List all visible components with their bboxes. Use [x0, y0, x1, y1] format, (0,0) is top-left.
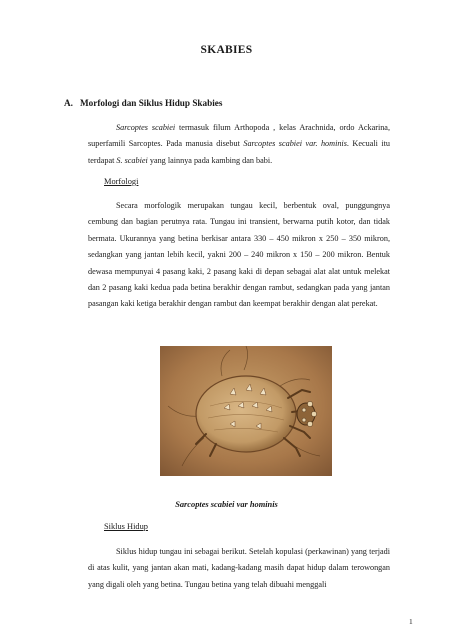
- mite-image: [160, 346, 332, 476]
- mite-micrograph: [160, 346, 332, 476]
- figure-caption: Sarcoptes scabiei var hominis: [175, 500, 278, 509]
- intro-paragraph: Sarcoptes scabiei termasuk filum Arthopoda , kelas Arachnida, ordo Ackarina, superfamili Sarcoptes. Pada manusia disebut Sarcoptes scabiei var. hominis. Kecuali itu terdapat S. scabiei yang lainnya pada kambing dan babi.: [88, 123, 390, 165]
- species-name: Sarcoptes scabiei: [116, 123, 176, 132]
- section-heading-text: Morfologi dan Siklus Hidup Skabies: [80, 98, 223, 108]
- species-name: S. scabiei: [116, 155, 148, 165]
- page-number: 1: [409, 617, 413, 626]
- siklus-paragraph: Siklus hidup tungau ini sebagai berikut. Setelah kopulasi (perkawinan) yang terjadi di atas kulit, yang jantan akan mati, kadang-kadang masih dapat hidup dalam terowongan yang digali oleh yang betina. Tungau betina yang telah dibuahi menggali: [88, 547, 390, 589]
- page-title: SKABIES: [200, 44, 253, 56]
- morfologi-heading: Morfologi: [104, 177, 139, 186]
- section-number: A.: [64, 98, 73, 108]
- section-heading: [64, 98, 222, 108]
- morfologi-paragraph: Secara morfologik merupakan tungau kecil, berbentuk oval, punggungnya cembung dan bagian perutnya rata. Tungau ini transient, berwarna putih kotor, dan tidak bermata. Ukurannya yang betina berkisar antara 330 – 450 mikron x 250 – 350 mikron, sedangkan yang jantan lebih kecil, yakni 200 – 240 mikron x 150 – 200 mikron. Bentuk dewasa mempunyai 4 pasang kaki, 2 pasang kaki di depan sebagai alat alat untuk melekat dan 2 pasang kaki kedua pada betina berakhir dengan rambut, sedangkan pada yang jantan pasangan kaki ketiga berakhir dengan rambut dan keempat berakhir dengan alat perekat.: [88, 201, 390, 309]
- siklus-heading: Siklus Hidup: [104, 522, 148, 531]
- species-name: Sarcoptes scabiei var. hominis: [243, 139, 347, 149]
